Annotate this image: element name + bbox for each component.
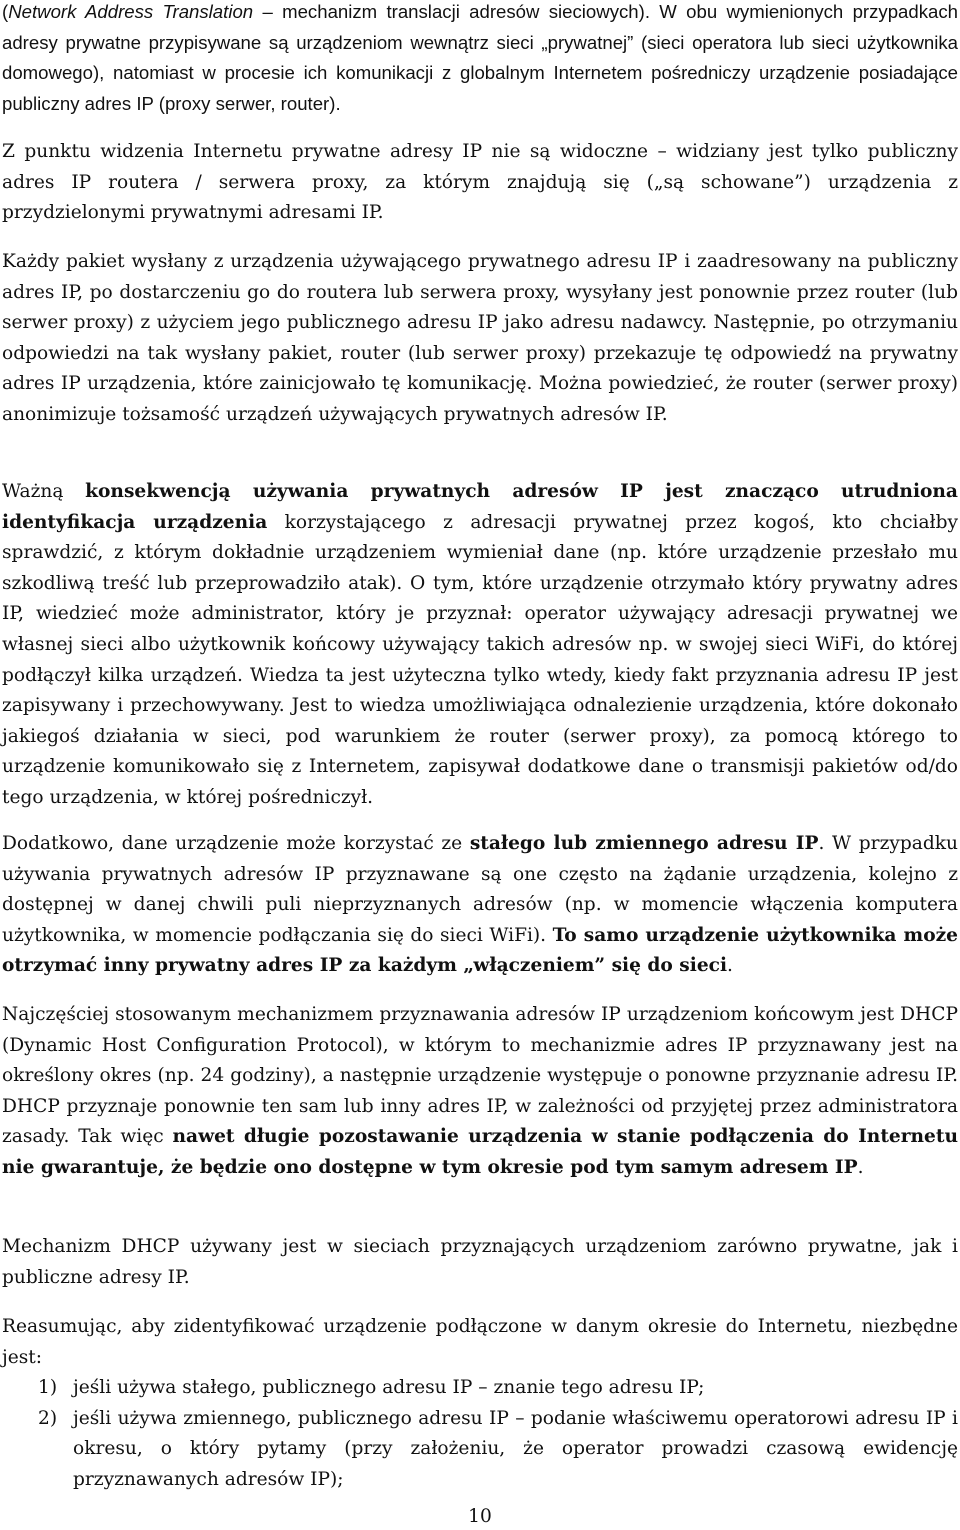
paragraph-identification [2,477,958,814]
list-text: jeśli używa stałego, publicznego adresu IP – znanie tego adresu IP; [73,1377,705,1398]
paragraph-dhcp [2,1000,958,1184]
identification-bold: konsekwencją używania prywatnych adresów IP jest znacząco utrudniona identyfikacja urządzenia [2,481,958,533]
requirements-list [0,1373,958,1495]
paragraph-static-dynamic [2,829,958,982]
list-item [0,1404,958,1496]
paragraph-packet-flow: Każdy pakiet wysłany z urządzenia używającego prywatnego adresu IP i zaadresowany na publiczny adres IP, po dostarczeniu go do routera lub serwera proxy, wysyłany jest ponownie przez router (lub serwer proxy) z użyciem jego publicznego adresu IP jako adresu nadawcy. Następnie, po otrzymaniu odpowiedzi na tak wysłany pakiet, router (lub serwer proxy) przekazuje tę odpowiedź na prywatny adres IP urządzenia, które zainicjowało tę komunikację. Można powiedzieć, że router (serwer proxy) anonimizuje tożsamość urządzeń używających prywatnych adresów IP. [2,251,958,425]
paragraph-internet-view: Z punktu widzenia Internetu prywatne adresy IP nie są widoczne – widziany jest tylko publiczny adres IP routera / serwera proxy, za którym znajdują się („są schowane”) urządzenia z przydzielonymi prywatnymi adresami IP. [2,141,958,224]
paragraph-summary: Reasumując, aby zidentyfikować urządzenie podłączone w danym okresie do Internetu, niezbędne jest: [2,1316,958,1368]
static-dynamic-end: . [727,955,733,977]
identification-rest: korzystającego z adresacji prywatnej przez kogoś, kto chciałby sprawdzić, z którym dokładnie urządzeniem wymieniał dane (np. które urządzenie przesłało mu szkodliwą treść lub przeprowadziło atak). O tym, które urządzenie otrzymało który prywatny adres IP, wiedzieć może administrator, który je przyznał: operator używający adresacji prywatnej we własnej sieci albo użytkownik końcowy używający takich adresów np. w swojej sieci WiFi, do której podłączył kilka urządzeń. Wiedza ta jest użyteczna tylko wtedy, kiedy fakt przyznania adresu IP jest zapisywany i przechowywany. Jest to wiedza umożliwiająca odnalezienie urządzenia, które dokonało jakiegoś działania w sieci, pod warunkiem że router (serwer proxy), za pomocą którego to urządzenie komunikowało się z Internetem, zapisywał dodatkowe dane o transmisji pakietów od/do tego urządzenia, w której pośredniczył. [2,511,958,808]
list-text: jeśli używa zmiennego, publicznego adresu IP – podanie właściwemu operatorowi adresu IP i okresu, o który pytamy (przy założeniu, że operator prowadzi czasową ewidencję przyznawanych adresów IP); [73,1407,958,1490]
paragraph-nat-intro-text: – mechanizm translacji adresów sieciowych). W obu wymienionych przypadkach adresy prywatne przypisywane są urządzeniom wewnątrz sieci „prywatnej” (sieci operatora lub sieci użytkownika domowego), natomiast w procesie ich komunikacji z globalnym Internetem pośredniczy urządzenie posiadające publiczny adres IP (proxy serwer, router). [2,1,958,114]
static-dynamic-bold-2: To samo urządzenie użytkownika może otrzymać inny prywatny adres IP za każdym „włączeniem” się do sieci [2,924,958,977]
page-number: 10 [468,1506,492,1527]
dhcp-end: . [857,1156,864,1178]
paragraph-nat-intro: (Network Address Translation – mechanizm translacji adresów sieciowych). W obu wymienionych przypadkach adresy prywatne przypisywane są urządzeniom wewnątrz sieci „prywatnej” (sieci operatora lub sieci użytkownika domowego), natomiast w procesie ich komunikacji z globalnym Internetem pośredniczy urządzenie posiadające publiczny adres IP (proxy serwer, router). [2,1,958,114]
list-number: 1) [38,1377,58,1398]
paragraph-dhcp-usage: Mechanizm DHCP używany jest w sieciach przyznających urządzeniom zarówno prywatne, jak i publiczne adresy IP. [2,1236,958,1288]
static-dynamic-text: . W przypadku używania prywatnych adresów IP przyznawane są one często na żądanie urządzenia, kolejno z dostępnej w danej chwili puli nieprzyznanych adresów (np. w momencie włączenia komputera użytkownika, w momencie podłączania się do sieci WiFi). [2,833,958,946]
static-dynamic-bold: stałego lub zmiennego adresu IP [469,833,819,854]
static-dynamic-lead: Dodatkowo, dane urządzenie może korzystać ze [2,833,470,854]
dhcp-bold: nawet długie pozostawanie urządzenia w stanie podłączenia do Internetu nie gwarantuje, że będzie ono dostępne w tym okresie pod tym samym adresem IP [2,1126,958,1178]
identification-lead: Ważną [2,481,86,502]
list-number: 2) [38,1407,58,1429]
dhcp-text: Najczęściej stosowanym mechanizmem przyznawania adresów IP urządzeniom końcowym jest DHCP (Dynamic Host Configuration Protocol), w którym to mechanizmie adres IP przyznawany jest na określony okres (np. 24 godziny), a następnie urządzenie występuje o ponowne przyznanie adresu IP. DHCP przyznaje ponownie ten sam lub inny adres IP, w zależności od przyjętej przez administratora zasady. Tak więc [2,1004,958,1148]
list-item [0,1373,958,1404]
nat-acronym-expansion: Network Address Translation [8,1,254,22]
